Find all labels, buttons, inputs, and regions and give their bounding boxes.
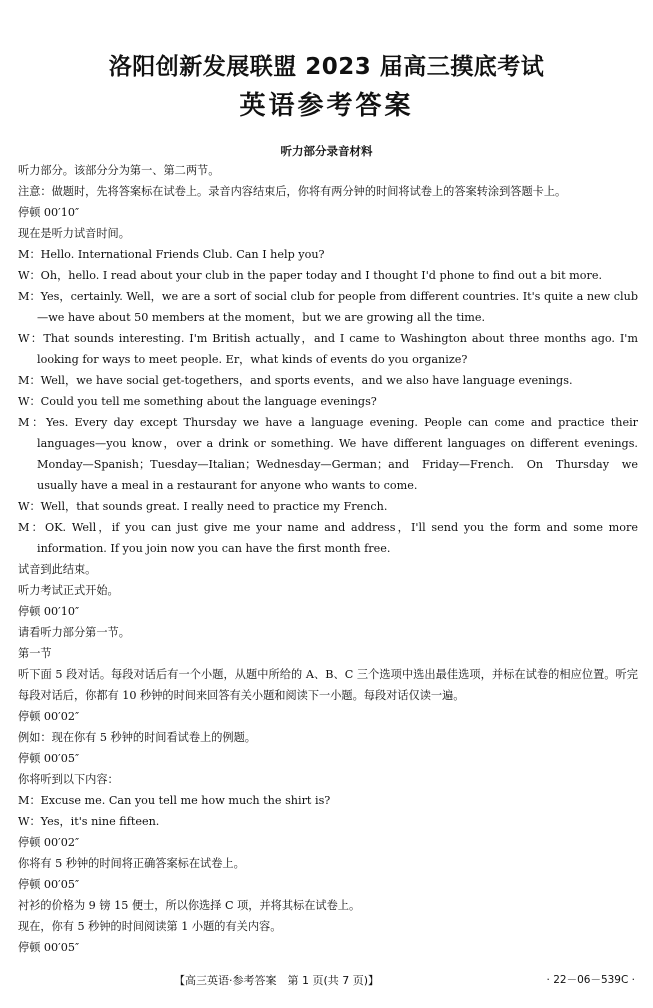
text-line: 停顿 00′05″ [18, 752, 80, 765]
dialogue-line: W：Yes，it's nine fifteen. [18, 815, 160, 828]
text-line: 停顿 00′10″ [18, 605, 80, 618]
footer-code: · 22－06－539C · [546, 974, 635, 986]
text-line: 停顿 00′02″ [18, 710, 80, 723]
dialogue-line: M：Well，we have social get-togethers，and sports events，and we also have language evenings. [18, 374, 573, 387]
footer-page-info: 【高三英语·参考答案 第 1 页(共 7 页)】 [174, 974, 380, 987]
text-line: 现在，你有 5 秒钟的时间阅读第 1 小题的有关内容。 [18, 920, 282, 933]
dialogue-line: M：Yes. Every day except Thursday we have a language evening. People can come and practice their languages—you know，over a drink or something. We have different languages on different evenings. Monday—Spanish；Tuesday—Italian；Wednesday—German；and Friday—French. On Thursday we usually have a meal in a restaurant for anyone who wants to come. [18, 416, 638, 492]
text-line: 你将听到以下内容： [18, 773, 119, 786]
text-line: 现在是听力试音时间。 [18, 227, 130, 240]
text-line: 注意：做题时，先将答案标在试卷上。录音内容结束后，你将有两分钟的时间将试卷上的答案转涂到答题卡上。 [18, 185, 567, 198]
text-line: 请看听力部分第一节。 [18, 626, 130, 639]
dialogue-line: W：That sounds interesting. I'm British actually，and I came to Washington about three months ago. I'm looking for ways to meet people. Er，what kinds of events do you organize? [18, 332, 638, 366]
text-line: 第一节 [18, 647, 52, 660]
dialogue-line: M：Hello. International Friends Club. Can I help you? [18, 248, 325, 261]
text-line: 听下面 5 段对话。每段对话后有一个小题，从题中所给的 A、B、C 三个选项中选出最佳选项，并标在试卷的相应位置。听完每段对话后，你都有 10 秒钟的时间来回答有关小题和阅读下一小题。每段对话仅读一遍。 [18, 668, 638, 702]
dialogue-line: M：Excuse me. Can you tell me how much the shirt is? [18, 794, 331, 807]
text-line: 停顿 00′05″ [18, 878, 80, 891]
document-title: 洛阳创新发展联盟 2023 届高三摸底考试 [108, 54, 545, 80]
text-line: 听力考试正式开始。 [18, 584, 119, 597]
section-heading: 听力部分录音材料 [280, 144, 373, 158]
text-line: 停顿 00′05″ [18, 941, 80, 954]
text-line: 例如：现在你有 5 秒钟的时间看试卷上的例题。 [18, 731, 256, 744]
dialogue-line: M：OK. Well，if you can just give me your name and address，I'll send you the form and some more information. If you join now you can have the first month free. [18, 521, 638, 555]
text-line: 停顿 00′02″ [18, 836, 80, 849]
dialogue-line: W：Well，that sounds great. I really need to practice my French. [18, 500, 388, 513]
document-subtitle: 英语参考答案 [239, 91, 414, 121]
dialogue-line: W：Could you tell me something about the language evenings? [18, 395, 377, 408]
page-footer [0, 972, 653, 992]
text-line: 你将有 5 秒钟的时间将正确答案标在试卷上。 [18, 857, 245, 870]
text-line: 试音到此结束。 [18, 563, 97, 576]
text-line: 停顿 00′10″ [18, 206, 80, 219]
document-body [18, 160, 638, 958]
text-line: 衬衫的价格为 9 镑 15 便士，所以你选择 C 项，并将其标在试卷上。 [18, 899, 361, 912]
text-line: 听力部分。该部分分为第一、第二两节。 [18, 164, 220, 177]
dialogue-line: M：Yes，certainly. Well，we are a sort of social club for people from different countries. It's quite a new club—we have about 50 members at the moment，but we are growing all the time. [18, 290, 638, 324]
dialogue-line: W：Oh，hello. I read about your club in the paper today and I thought I'd phone to find out a bit more. [18, 269, 603, 282]
